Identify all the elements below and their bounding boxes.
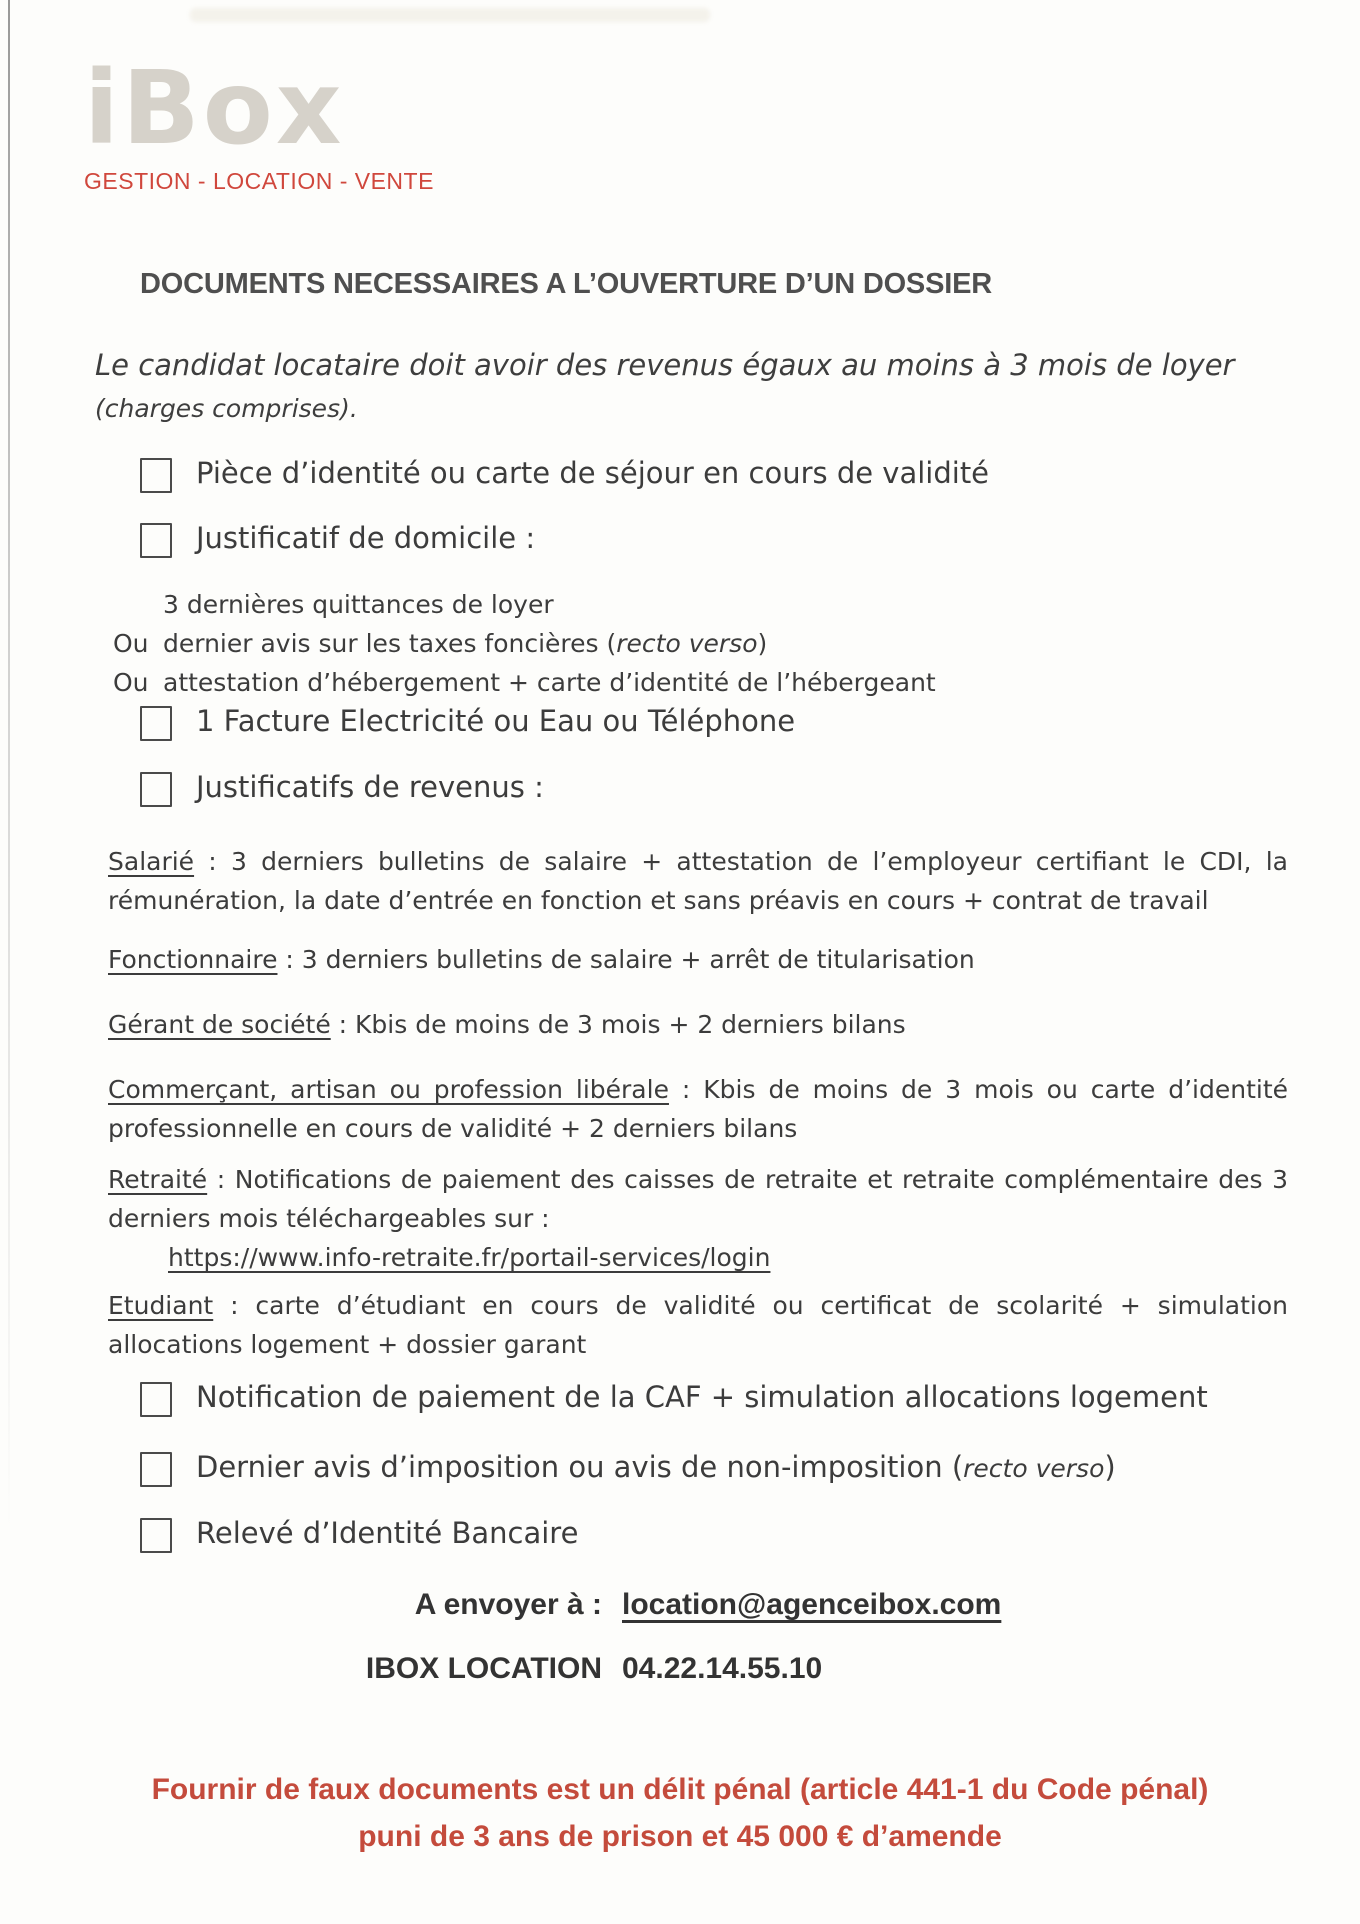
domicile-option (113, 663, 936, 702)
checklist-item-revenus (140, 770, 544, 807)
checklist-item-rib (140, 1516, 578, 1553)
legal-warning-line2: puni de 3 ans de prison et 45 000 € d’amende (358, 1820, 1002, 1853)
domicile-options-list (113, 585, 936, 702)
category-text: : carte d’étudiant en cours de validité ou certificat de scolarité + simulation allocations logement + dossier garant (108, 1291, 1288, 1359)
category-salarie (108, 842, 1288, 920)
category-text: : Kbis de moins de 3 mois + 2 derniers bilans (330, 1010, 906, 1039)
checkbox-icon (140, 772, 172, 807)
checkbox-icon (140, 1382, 172, 1417)
option-prefix: Ou (113, 629, 149, 658)
checklist-item-label: Dernier avis d’imposition ou avis de non-imposition (recto verso) (196, 1450, 1116, 1484)
contact-email-link[interactable]: location@agenceibox.com (622, 1588, 1002, 1621)
agency-name: IBOX LOCATION (365, 1652, 602, 1685)
category-gerant (108, 1005, 1288, 1044)
checkbox-icon (140, 1518, 172, 1553)
legal-warning (0, 1766, 1360, 1860)
logo-tagline: GESTION - LOCATION - VENTE (84, 168, 434, 194)
intro-paragraph (95, 348, 1234, 423)
checklist-item-label: Pièce d’identité ou carte de séjour en cours de validité (196, 456, 990, 490)
checkbox-icon (140, 523, 172, 558)
domicile-option (113, 624, 936, 663)
agency-logo (84, 49, 434, 195)
category-lead: Salarié (108, 847, 195, 876)
domicile-option (113, 585, 936, 624)
ibox-logo-text: iBox (84, 49, 345, 168)
category-lead: Fonctionnaire (108, 945, 278, 974)
category-lead: Gérant de société (108, 1010, 331, 1039)
category-lead: Etudiant (108, 1291, 214, 1320)
checklist-item-facture (140, 704, 795, 741)
intro-line2: (charges comprises). (95, 394, 358, 423)
option-text: dernier avis sur les taxes foncières (recto verso) (163, 629, 768, 658)
scan-artifact-line (8, 0, 10, 1530)
checklist-item-label: 1 Facture Electricité ou Eau ou Téléphone (196, 704, 796, 738)
option-prefix: Ou (113, 668, 149, 697)
retraite-portal-link[interactable]: https://www.info-retraite.fr/portail-services/login (168, 1243, 771, 1272)
intro-line1: Le candidat locataire doit avoir des revenus égaux au moins à 3 mois de loyer (95, 348, 1235, 382)
checklist-item-imposition (140, 1450, 1116, 1487)
category-commercant (108, 1070, 1288, 1148)
legal-warning-line1: Fournir de faux documents est un délit pénal (article 441-1 du Code pénal) (151, 1773, 1209, 1806)
option-text: 3 dernières quittances de loyer (163, 590, 554, 619)
category-etudiant (108, 1286, 1288, 1364)
category-text: : Kbis de moins de 3 mois ou carte d’identité professionnelle en cours de validité + 2 derniers bilans (108, 1075, 1289, 1143)
checkbox-icon (140, 458, 172, 493)
category-text: : 3 derniers bulletins de salaire + arrêt de titularisation (277, 945, 975, 974)
scan-artifact-smudge (190, 8, 710, 22)
send-to-block (338, 1588, 1001, 1686)
checklist-item-label: Justificatif de domicile : (196, 521, 536, 555)
category-lead: Commerçant, artisan ou profession libérale (108, 1075, 669, 1104)
checklist-item-label: Notification de paiement de la CAF + simulation allocations logement (196, 1380, 1208, 1414)
agency-phone: 04.22.14.55.10 (622, 1652, 823, 1685)
category-lead: Retraité (108, 1165, 208, 1194)
category-text: : 3 derniers bulletins de salaire + attestation de l’employeur certifiant le CDI, la rémunération, la date d’entrée en fonction et sans préavis en cours + contrat de travail (108, 847, 1288, 915)
checklist-item-identite (140, 456, 989, 493)
category-text: : Notifications de paiement des caisses de retraite et retraite complémentaire des 3 derniers mois téléchargeables sur : (108, 1165, 1288, 1233)
checkbox-icon (140, 706, 172, 741)
send-to-label: A envoyer à : (414, 1588, 602, 1621)
category-retraite (108, 1160, 1288, 1277)
option-prefix (113, 585, 163, 624)
checklist-item-domicile (140, 521, 535, 558)
checklist-item-label: Justificatifs de revenus : (196, 770, 544, 804)
category-fonctionnaire (108, 940, 1288, 979)
page-title: DOCUMENTS NECESSAIRES A L’OUVERTURE D’UN DOSSIER (140, 268, 992, 300)
checklist-item-caf (140, 1380, 1208, 1417)
checklist-item-label: Relevé d’Identité Bancaire (196, 1516, 579, 1550)
checkbox-icon (140, 1452, 172, 1487)
option-text: attestation d’hébergement + carte d’identité de l’hébergeant (163, 668, 936, 697)
